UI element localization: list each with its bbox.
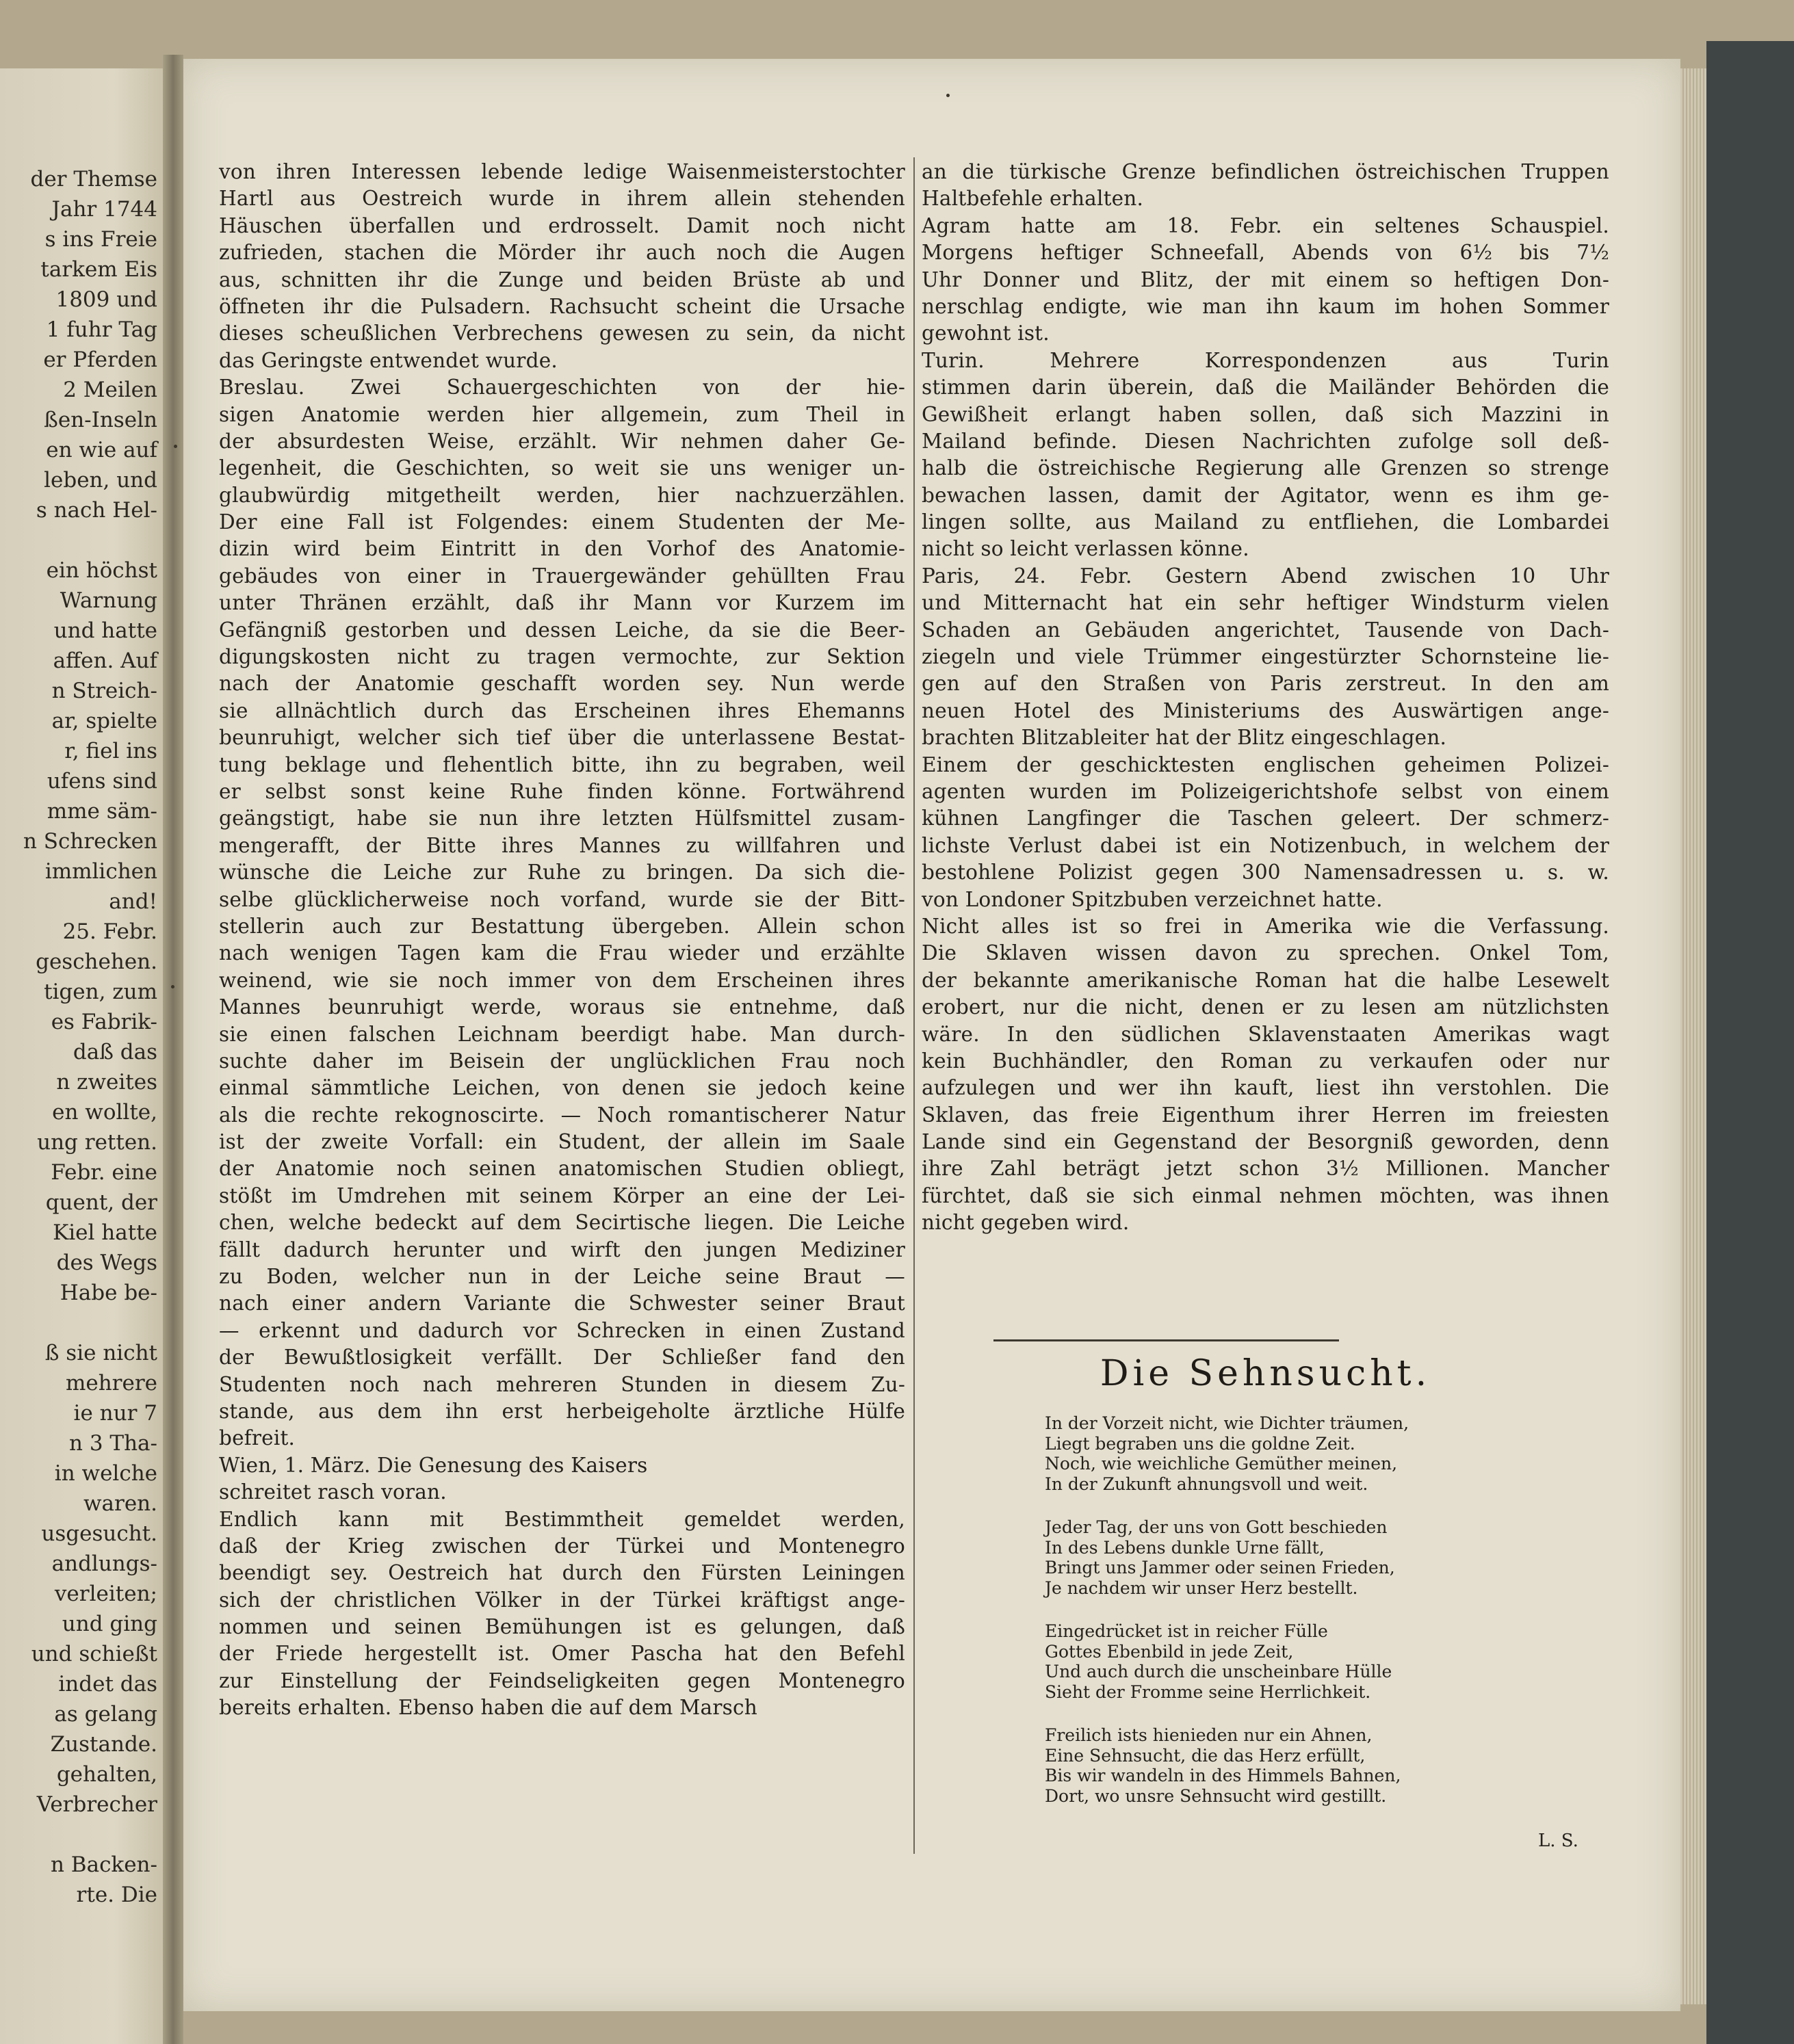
margin-text-line: tigen, zum: [44, 980, 157, 1004]
text-line: der Anatomie noch seinen anatomischen Studien obliegt,: [219, 1157, 905, 1181]
margin-text-line: quent, der: [45, 1190, 157, 1215]
text-line: weinend, wie sie noch immer von dem Erscheinen ihres: [219, 968, 905, 992]
margin-text-line: ßen-Inseln: [44, 408, 157, 432]
poem-line: In des Lebens dunkle Urne fällt,: [1045, 1537, 1325, 1558]
poem-line: In der Vorzeit nicht, wie Dichter träumen,: [1045, 1413, 1409, 1433]
text-line: Morgens heftiger Schneefall, Abends von 6½ bis 7½: [922, 241, 1609, 265]
column-divider: [913, 157, 915, 1854]
poem-title: Die Sehnsucht.: [1100, 1353, 1431, 1394]
text-line: sie einen falschen Leichnam beerdigt habe. Man durch-: [219, 1022, 905, 1046]
text-line: bereits erhalten. Ebenso haben die auf dem Marsch: [219, 1696, 757, 1720]
text-line: der Bewußtlosigkeit verfällt. Der Schließer fand den: [219, 1346, 905, 1370]
text-line: der bekannte amerikanische Roman hat die halbe Lesewelt: [922, 968, 1609, 992]
article-column-left: [219, 159, 905, 1722]
text-line: bestohlene Polizist gegen 300 Namensadressen u. s. w.: [922, 861, 1609, 885]
margin-text-line: Zustande.: [50, 1732, 157, 1757]
poem-line: Eingedrücket ist in reicher Fülle: [1045, 1621, 1328, 1641]
poem-line: Bringt uns Jammer oder seinen Frieden,: [1045, 1558, 1395, 1577]
text-line: Uhr Donner und Blitz, der mit einem so heftigen Don-: [922, 267, 1609, 291]
text-line: befreit.: [219, 1426, 296, 1450]
text-line: digungskosten nicht zu tragen vermochte, zur Sektion: [219, 645, 905, 669]
text-line: glaubwürdig mitgetheilt werden, hier nachzuerzählen.: [219, 483, 905, 507]
page-edges: [1680, 68, 1706, 2004]
text-line: stößt im Umdrehen mit seinem Körper an eine der Lei-: [219, 1183, 905, 1207]
margin-text-line: affen. Auf: [53, 648, 157, 673]
margin-text-line: as gelang: [54, 1702, 157, 1727]
text-line: nach einer andern Variante die Schwester seiner Braut: [219, 1292, 905, 1315]
text-line: chen, welche bedeckt auf dem Secirtische liegen. Die Leiche: [219, 1211, 905, 1235]
text-line: ziegeln und viele Trümmer eingestürzter Schornsteine lie-: [922, 645, 1609, 669]
poem-line: Noch, wie weichliche Gemüther meinen,: [1045, 1454, 1398, 1473]
text-line: kein Buchhändler, den Roman zu verkaufen oder nur: [922, 1049, 1609, 1073]
margin-text-line: der Themse: [30, 167, 157, 192]
margin-text-line: and!: [109, 889, 157, 914]
margin-text-line: 1 fuhr Tag: [46, 317, 157, 342]
margin-text-line: 25. Febr.: [62, 919, 157, 944]
poem-line: Je nachdem wir unser Herz bestellt.: [1045, 1577, 1358, 1598]
margin-text-line: s nach Hel-: [36, 498, 157, 523]
margin-text-line: verleiten;: [54, 1582, 157, 1606]
margin-text-line: indet das: [58, 1672, 157, 1696]
poem-stanza: [1045, 1725, 1524, 1806]
text-line: sich der christlichen Völker in der Türkei kräftigst ange-: [219, 1588, 905, 1612]
margin-text-line: [0, 1308, 163, 1338]
text-line: Lande sind ein Gegenstand der Besorgniß geworden, denn: [922, 1130, 1609, 1154]
text-line: Mailand befinde. Diesen Nachrichten zufolge soll deß-: [922, 429, 1609, 453]
margin-text-line: ie nur 7: [73, 1401, 157, 1426]
text-line: suchte daher im Beisein der unglücklichen Frau noch: [219, 1049, 905, 1073]
text-line: lingen sollte, aus Mailand zu entfliehen, die Lombardei: [922, 510, 1609, 534]
margin-text-line: ar, spielte: [51, 709, 157, 733]
margin-text-line: r, fiel ins: [64, 739, 157, 763]
margin-text-line: und schießt: [31, 1642, 157, 1666]
margin-text-line: tarkem Eis: [40, 257, 157, 282]
poem-body: [1045, 1413, 1524, 1829]
text-line: beunruhigt, welcher sich tief über die unterlassene Bestat-: [219, 726, 905, 750]
text-line: Sklaven, das freie Eigenthum ihrer Herren im freiesten: [922, 1103, 1609, 1127]
text-line: und Mitternacht hat ein sehr heftiger Windsturm vielen: [922, 591, 1609, 615]
text-line: — erkennt und dadurch vor Schrecken in einen Zustand: [219, 1318, 905, 1342]
text-line: Nicht alles ist so frei in Amerika wie die Verfassung.: [922, 914, 1609, 938]
text-line: schreitet rasch voran.: [219, 1480, 447, 1504]
text-line: Endlich kann mit Bestimmtheit gemeldet werden,: [219, 1507, 905, 1531]
text-line: mengerafft, der Bitte ihres Mannes zu willfahren und: [219, 833, 905, 857]
poem-line: Freilich ists hienieden nur ein Ahnen,: [1045, 1725, 1373, 1745]
text-line: Studenten noch nach mehreren Stunden in diesem Zu-: [219, 1372, 905, 1396]
text-line: Häuschen überfallen und erdrosselt. Damit noch nicht: [219, 213, 905, 237]
margin-text-line: in welche: [54, 1461, 157, 1486]
article-column-right: [922, 159, 1609, 1237]
text-line: gewohnt ist.: [922, 322, 1050, 345]
text-line: der Friede hergestellt ist. Omer Pascha hat den Befehl: [219, 1642, 905, 1666]
text-line: daß der Krieg zwischen der Türkei und Montenegro: [219, 1534, 905, 1558]
text-line: zufrieden, stachen die Mörder ihr auch noch die Augen: [219, 241, 905, 265]
margin-text-line: Warnung: [60, 588, 157, 613]
margin-text-line: Jahr 1744: [51, 197, 157, 222]
margin-text-line: [0, 525, 163, 555]
poem-line: Dort, wo unsre Sehnsucht wird gestillt.: [1045, 1785, 1387, 1806]
text-line: öffneten ihr die Pulsadern. Rachsucht scheint die Ursache: [219, 294, 905, 318]
poem-line: Bis wir wandeln in des Himmels Bahnen,: [1045, 1766, 1401, 1785]
text-line: Turin. Mehrere Korrespondenzen aus Turin: [922, 348, 1609, 372]
margin-text-line: des Wegs: [56, 1250, 157, 1275]
margin-text-line: und ging: [62, 1612, 157, 1636]
margin-text-line: Habe be-: [60, 1281, 157, 1305]
text-line: dizin wird beim Eintritt in den Vorhof des Anatomie-: [219, 537, 905, 561]
text-line: halb die östreichische Regierung alle Grenzen so strenge: [922, 456, 1609, 480]
margin-text-line: n zweites: [56, 1070, 157, 1095]
margin-text-line: n 3 Tha-: [69, 1431, 157, 1456]
text-line: einmal sämmtliche Leichen, von denen sie jedoch keine: [219, 1076, 905, 1100]
text-line: nommen und seinen Bemühungen ist es gelungen, daß: [219, 1615, 905, 1639]
text-line: fällt dadurch herunter und wirft den jungen Mediziner: [219, 1237, 905, 1261]
poem-stanza: [1045, 1413, 1524, 1494]
text-line: Gefängniß gestorben und dessen Leiche, da sie die Beer-: [219, 618, 905, 642]
text-line: als die rechte rekognoscirte. — Noch romantischerer Natur: [219, 1103, 905, 1127]
margin-text-line: gehalten,: [56, 1762, 157, 1787]
margin-text-line: geschehen.: [36, 949, 157, 974]
margin-text-line: en wollte,: [52, 1100, 157, 1125]
text-line: fürchtet, daß sie sich einmal nehmen möchten, was ihnen: [922, 1183, 1609, 1207]
margin-text-line: daß das: [73, 1040, 157, 1064]
previous-page-margin: [0, 68, 163, 2044]
margin-text-line: n Streich-: [51, 679, 157, 703]
text-line: der absurdesten Weise, erzählt. Wir nehmen daher Ge-: [219, 429, 905, 453]
text-line: geängstigt, habe sie nun ihre letzten Hülfsmittel zusam-: [219, 807, 905, 830]
text-line: ihre Zahl beträgt jetzt schon 3½ Millionen. Mancher: [922, 1157, 1609, 1181]
margin-text-line: waren.: [83, 1491, 157, 1516]
text-line: wäre. In den südlichen Sklavenstaaten Amerikas wagt: [922, 1022, 1609, 1046]
poem-line: In der Zukunft ahnungsvoll und weit.: [1045, 1473, 1368, 1494]
text-line: lichste Verlust dabei ist ein Notizenbuch, in welchem der: [922, 833, 1609, 857]
poem-line: Und auch durch die unscheinbare Hülle: [1045, 1662, 1392, 1681]
margin-text-line: mme säm-: [47, 799, 157, 824]
text-line: Haltbefehle erhalten.: [922, 187, 1144, 211]
margin-text-line: immlichen: [44, 859, 157, 884]
text-line: bewachen lassen, damit der Agitator, wenn es ihm ge-: [922, 483, 1609, 507]
text-line: Hartl aus Oestreich wurde in ihrem allein stehenden: [219, 187, 905, 211]
text-line: Einem der geschicktesten englischen geheimen Polizei-: [922, 752, 1609, 776]
text-line: das Geringste entwendet wurde.: [219, 348, 558, 372]
text-line: Paris, 24. Febr. Gestern Abend zwischen 10 Uhr: [922, 564, 1609, 588]
text-line: gebäudes von einer in Trauergewänder gehüllten Frau: [219, 564, 905, 588]
text-line: an die türkische Grenze befindlichen östreichischen Truppen: [922, 160, 1609, 183]
poem-signature: L. S.: [1538, 1831, 1578, 1851]
poem-line: Sieht der Fromme seine Herrlichkeit.: [1045, 1681, 1371, 1702]
text-line: selbe glücklicherweise noch vorfand, wurde sie der Bitt-: [219, 887, 905, 911]
text-line: tung beklage und flehentlich bitte, ihn zu begraben, weil: [219, 752, 905, 776]
text-line: wünsche die Leiche zur Ruhe zu bringen. Da sich die-: [219, 861, 905, 885]
margin-text-line: ß sie nicht: [44, 1341, 157, 1365]
text-line: von ihren Interessen lebende ledige Waisenmeisterstochter: [219, 160, 905, 183]
text-line: brachten Blitzableiter hat der Blitz eingeschlagen.: [922, 726, 1447, 750]
text-line: zu Boden, welcher nun in der Leiche seine Braut —: [219, 1265, 905, 1289]
text-line: Der eine Fall ist Folgendes: einem Studenten der Me-: [219, 510, 905, 534]
text-line: Die Sklaven wissen davon zu sprechen. Onkel Tom,: [922, 941, 1609, 965]
text-line: aus, schnitten ihr die Zunge und beiden Brüste ab und: [219, 267, 905, 291]
text-line: nach der Anatomie geschafft worden sey. Nun werde: [219, 672, 905, 696]
ink-speck: [171, 985, 174, 988]
text-line: agenten wurden im Polizeigerichtshofe selbst von einem: [922, 779, 1609, 803]
poem-line: Eine Sehnsucht, die das Herz erfüllt,: [1045, 1745, 1366, 1766]
text-line: unter Thränen erzählt, daß ihr Mann vor Kurzem im: [219, 591, 905, 615]
margin-text-line: rte. Die: [76, 1883, 157, 1907]
text-line: aufzulegen und wer ihn kauft, liest ihn verstohlen. Die: [922, 1076, 1609, 1100]
margin-text-line: s ins Freie: [44, 227, 157, 252]
previous-page-text: [0, 164, 163, 1910]
margin-text-line: andlungs-: [51, 1551, 157, 1576]
text-line: legenheit, die Geschichten, so weit sie uns weniger un-: [219, 456, 905, 480]
text-line: Agram hatte am 18. Febr. ein seltenes Schauspiel.: [922, 213, 1609, 237]
text-line: stande, aus dem ihn erst herbeigeholte ärztliche Hülfe: [219, 1399, 905, 1423]
margin-text-line: en wie auf: [46, 438, 157, 462]
margin-text-line: [0, 1820, 163, 1850]
margin-text-line: usgesucht.: [41, 1521, 157, 1546]
ink-speck: [946, 94, 950, 97]
margin-text-line: 2 Meilen: [63, 378, 157, 402]
margin-text-line: Kiel hatte: [53, 1220, 157, 1245]
margin-text-line: n Backen-: [50, 1852, 157, 1877]
margin-text-line: Febr. eine: [51, 1160, 157, 1185]
text-line: neuen Hotel des Ministeriums des Auswärtigen ange-: [922, 698, 1609, 722]
text-line: ist der zweite Vorfall: ein Student, der allein im Saale: [219, 1130, 905, 1154]
text-line: Breslau. Zwei Schauergeschichten von der hie-: [219, 376, 905, 399]
text-line: er selbst sonst keine Ruhe finden könne. Fortwährend: [219, 779, 905, 803]
margin-text-line: ein höchst: [46, 558, 157, 583]
margin-text-line: ung retten.: [37, 1130, 157, 1155]
book-cover: [1706, 41, 1794, 2044]
text-line: Mannes beunruhigt werde, woraus sie entnehme, daß: [219, 995, 905, 1019]
text-line: erobert, nur die nicht, denen er zu lesen am nützlichsten: [922, 995, 1609, 1019]
text-line: stellerin auch zur Bestattung übergeben. Allein schon: [219, 914, 905, 938]
margin-text-line: n Schrecken: [23, 829, 157, 854]
poem-stanza: [1045, 1621, 1524, 1702]
text-line: zur Einstellung der Feindseligkeiten gegen Montenegro: [219, 1668, 905, 1692]
text-line: sie allnächtlich durch das Erscheinen ihres Ehemanns: [219, 698, 905, 722]
text-line: Schaden an Gebäuden angerichtet, Tausende von Dach-: [922, 618, 1609, 642]
margin-text-line: und hatte: [53, 618, 157, 643]
text-line: von Londoner Spitzbuben verzeichnet hatte.: [922, 887, 1383, 911]
text-line: nicht gegeben wird.: [922, 1211, 1130, 1235]
text-line: stimmen darin überein, daß die Mailänder Behörden die: [922, 376, 1609, 399]
margin-text-line: er Pferden: [43, 348, 157, 372]
text-line: nicht so leicht verlassen könne.: [922, 537, 1249, 561]
ink-speck: [174, 445, 177, 448]
book-gutter: [163, 55, 183, 2044]
poem-line: Jeder Tag, der uns von Gott beschieden: [1045, 1517, 1388, 1537]
text-line: dieses scheußlichen Verbrechens gewesen zu sein, da nicht: [219, 322, 905, 345]
text-line: nerschlag endigte, wie man ihn kaum im hohen Sommer: [922, 294, 1609, 318]
poem-line: Gottes Ebenbild in jede Zeit,: [1045, 1641, 1294, 1662]
text-line: gen auf den Straßen von Paris zerstreut. In den am: [922, 672, 1609, 696]
poem-stanza: [1045, 1517, 1524, 1598]
margin-text-line: Verbrecher: [36, 1792, 157, 1817]
text-line: nach wenigen Tagen kam die Frau wieder und erzählte: [219, 941, 905, 965]
margin-text-line: mehrere: [65, 1371, 157, 1396]
text-line: sigen Anatomie werden hier allgemein, zum Theil in: [219, 402, 905, 426]
margin-text-line: ufens sind: [47, 769, 157, 794]
text-line: Wien, 1. März. Die Genesung des Kaisers: [219, 1453, 648, 1477]
text-line: Gewißheit erlangt haben sollen, daß sich Mazzini in: [922, 402, 1609, 426]
text-line: kühnen Langfinger die Taschen geleert. Der schmerz-: [922, 807, 1609, 830]
poem-line: Liegt begraben uns die goldne Zeit.: [1045, 1433, 1355, 1454]
text-line: beendigt sey. Oestreich hat durch den Fürsten Leiningen: [219, 1561, 905, 1585]
section-rule: [993, 1339, 1339, 1341]
margin-text-line: 1809 und: [55, 287, 157, 312]
margin-text-line: es Fabrik-: [51, 1010, 157, 1034]
margin-text-line: leben, und: [44, 468, 157, 493]
